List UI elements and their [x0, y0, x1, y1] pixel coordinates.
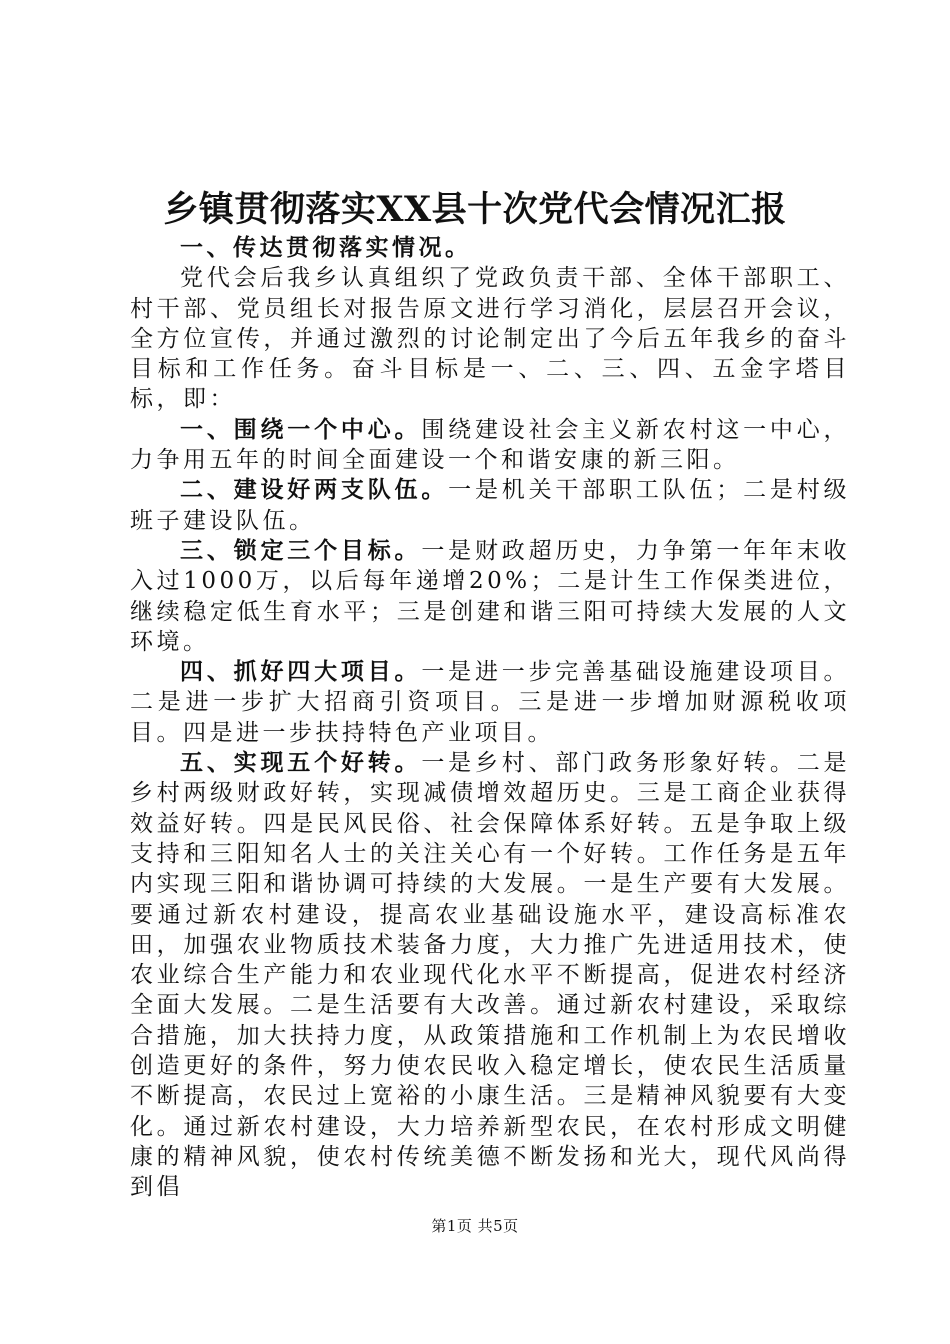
goal-paragraph-3 — [130, 536, 850, 657]
goal-text: 围绕建设社会主义新农村这一中心，力争用五年的时间全面建设一个和谐安康的新三阳。 — [130, 416, 850, 474]
goal-text: 一是财政超历史，力争第一年年末收入过1000万，以后每年递增20%；二是计生工作保类进位，继续稳定低生育水平；三是创建和谐三阳可持续大发展的人文环境。 — [130, 537, 850, 655]
section-heading: 一、传达贯彻落实情况。 — [180, 234, 472, 261]
goal-heading: 一、围绕一个中心。 — [180, 415, 422, 443]
goal-paragraph-1 — [130, 415, 850, 476]
goal-text: 一是机关干部职工队伍；二是村级班子建设队伍。 — [130, 477, 850, 534]
goal-heading: 三、锁定三个目标。 — [180, 536, 422, 564]
page-footer: 第1页 共5页 — [431, 1217, 519, 1235]
goal-heading: 五、实现五个好转。 — [180, 749, 422, 777]
goal-text: 一是进一步完善基础设施建设项目。二是进一步扩大招商引资项目。三是进一步增加财源税收项目。四是进一步扶持特色产业项目。 — [130, 659, 850, 746]
goal-paragraph-4 — [130, 657, 850, 748]
goal-heading: 二、建设好两支队伍。 — [180, 476, 449, 504]
document-title: 乡镇贯彻落实XX县十次党代会情况汇报 — [163, 189, 787, 230]
goal-paragraph-5 — [130, 748, 850, 1202]
goal-text: 一是乡村、部门政务形象好转。二是乡村两级财政好转，实现减债增效超历史。三是工商企业获得效益好转。四是民风民俗、社会保障体系好转。五是争取上级支持和三阳知名人士的关注关心有一个好转。工作任务是五年内实现三阳和谐协调可持续的大发展。一是生产要有大发展。要通过新农村建设，提高农业基础设施水平，建设高标准农田，加强农业物质技术装备力度，大力推广先进适用技术，使农业综合生产能力和农业现代化水平不断提高，促进农村经济全面大发展。二是生活要有大改善。通过新农村建设，采取综合措施，加大扶持力度，从政策措施和工作机制上为农民增收创造更好的条件，努力使农民收入稳定增长，使农民生活质量不断提高，农民过上宽裕的小康生活。三是精神风貌要有大变化。通过新农村建设，大力培养新型农民，在农村形成文明健康的精神风貌，使农村传统美德不断发扬和光大，现代风尚得到倡 — [130, 750, 850, 1201]
goal-heading: 四、抓好四大项目。 — [180, 658, 422, 686]
document-body — [130, 233, 850, 1203]
goal-paragraph-2 — [130, 475, 850, 536]
intro-paragraph: 党代会后我乡认真组织了党政负责干部、全体干部职工、村干部、党员组长对报告原文进行学习消化，层层召开会议，全方位宣传，并通过激烈的讨论制定出了今后五年我乡的奋斗目标和工作任务。奋斗目标是一、二、三、四、五金字塔目标，即： — [130, 265, 850, 413]
